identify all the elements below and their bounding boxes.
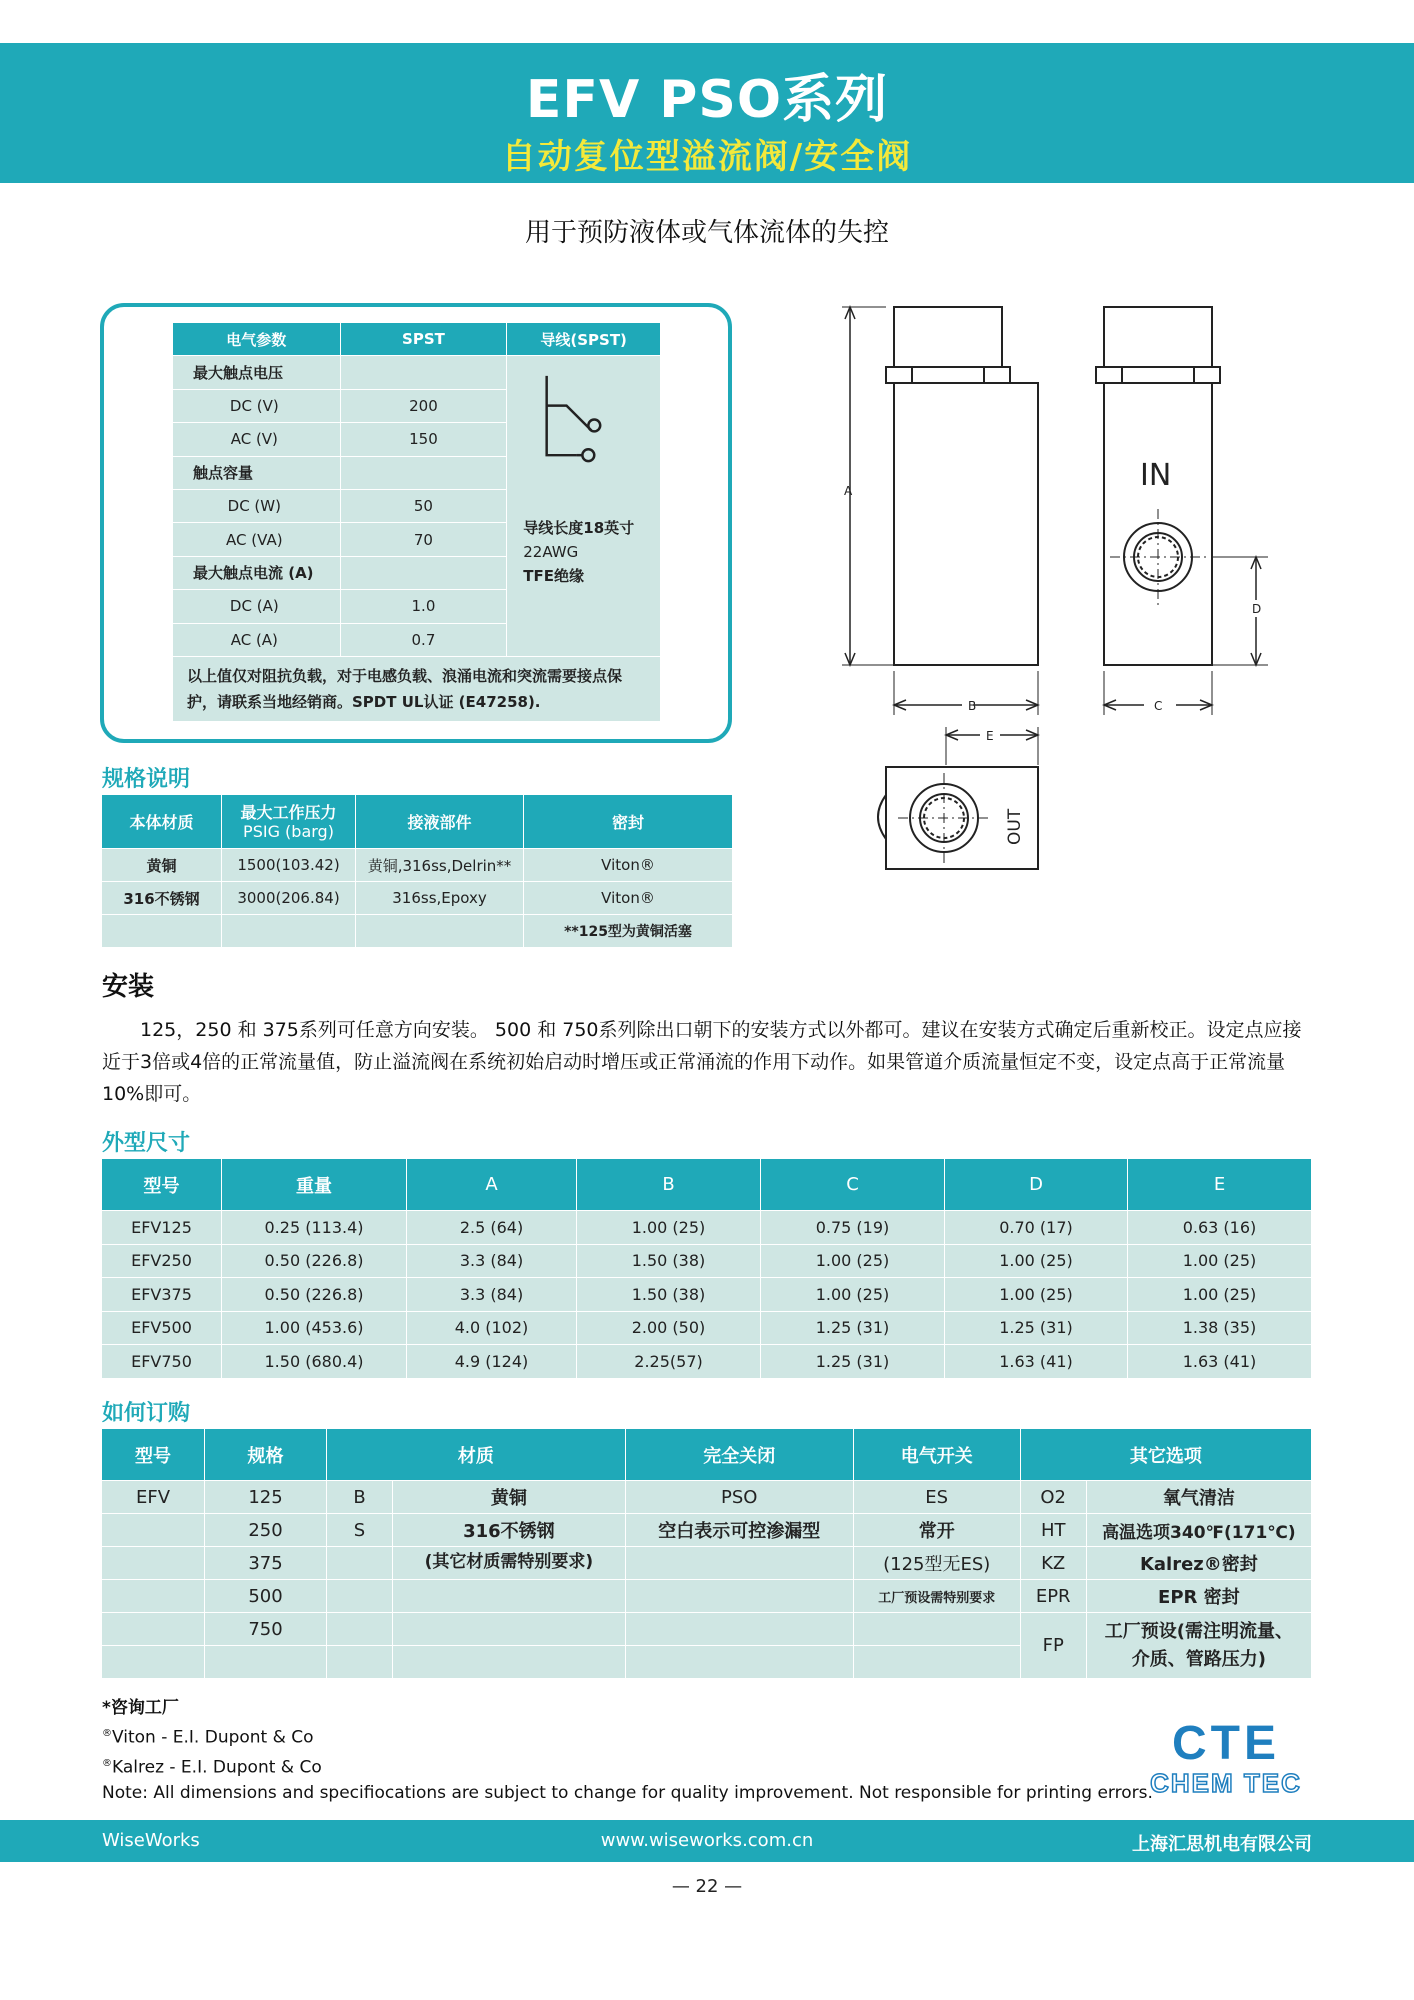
dims-cell: 1.50 (38) (577, 1244, 761, 1278)
table-row (173, 656, 661, 721)
footer-brand: WiseWorks (102, 1830, 200, 1851)
order-cell (625, 1646, 853, 1679)
dims-table (101, 1158, 1312, 1379)
dims-header-cell: E (1128, 1159, 1312, 1211)
logo-sub: CHEM TEC (1150, 1768, 1302, 1798)
dims-cell: 0.50 (226.8) (222, 1278, 407, 1312)
electrical-header-cell: SPST (340, 323, 507, 356)
dims-cell: 0.50 (226.8) (222, 1244, 407, 1278)
spec-cell: 黄铜,316ss,Delrin** (356, 849, 524, 882)
order-cell: 工厂预设需特别要求 (853, 1580, 1020, 1613)
order-header-cell: 材质 (327, 1429, 626, 1481)
footer-url[interactable]: www.wiseworks.com.cn (600, 1830, 814, 1851)
page-number: — 22 — (671, 1876, 743, 1897)
wire-length: 导线长度18英寸 (523, 519, 635, 538)
dim-label-b: B (968, 699, 977, 713)
dims-cell: 1.00 (25) (577, 1211, 761, 1245)
pressure-unit: PSIG (barg) (243, 821, 334, 841)
dims-cell: 1.00 (25) (945, 1244, 1128, 1278)
param-value: 70 (340, 523, 507, 556)
wire-gauge: 22AWG (523, 543, 579, 562)
order-cell (102, 1613, 205, 1646)
table-row (102, 1547, 1312, 1580)
dims-cell: 4.9 (124) (407, 1345, 577, 1379)
logo-main: CTE (1172, 1717, 1280, 1770)
disclaimer-note: Note: All dimensions and specifiocations are subject to change for quality improvement. Not responsible for printing errors. (102, 1783, 1153, 1804)
order-cell: 500 (205, 1580, 327, 1613)
param-label: AC (A) (173, 623, 341, 656)
spec-section-title: 规格说明 (102, 767, 191, 792)
order-cell: (125型无ES) (853, 1547, 1020, 1580)
param-label: AC (V) (173, 423, 341, 456)
order-cell (393, 1613, 626, 1646)
order-cell: 375 (205, 1547, 327, 1580)
cte-logo (1138, 1717, 1314, 1804)
switch-symbol-icon (507, 356, 660, 656)
lead-text: 用于预防液体或气体流体的失控 (524, 218, 889, 248)
order-cell (625, 1580, 853, 1613)
spec-cell (102, 915, 222, 948)
dim-label-d: D (1252, 602, 1262, 616)
param-label: DC (A) (173, 590, 341, 623)
dims-cell: 0.25 (113.4) (222, 1211, 407, 1245)
electrical-header-cell: 电气参数 (173, 323, 341, 356)
order-header-cell: 电气开关 (853, 1429, 1020, 1481)
order-cell: 常开 (853, 1514, 1020, 1547)
dims-cell: EFV500 (102, 1311, 222, 1345)
spec-cell (222, 915, 356, 948)
dims-cell: 0.70 (17) (945, 1211, 1128, 1245)
dims-cell: 1.50 (680.4) (222, 1345, 407, 1379)
order-cell (625, 1613, 853, 1646)
wire-spec (523, 516, 634, 588)
dims-cell: 3.3 (84) (407, 1244, 577, 1278)
order-cell: S (327, 1514, 393, 1547)
order-header-cell: 完全关闭 (625, 1429, 853, 1481)
order-cell: 125 (205, 1481, 327, 1514)
dims-cell: 1.25 (31) (945, 1311, 1128, 1345)
dims-cell: 3.3 (84) (407, 1278, 577, 1312)
order-cell (327, 1646, 393, 1679)
dims-cell: 1.63 (41) (1128, 1345, 1312, 1379)
table-row (102, 1613, 1312, 1646)
dims-cell: 0.63 (16) (1128, 1211, 1312, 1245)
order-cell: EPR 密封 (1086, 1580, 1311, 1613)
param-label: AC (VA) (173, 523, 341, 556)
table-row (173, 356, 661, 389)
spec-table (101, 794, 733, 948)
order-header-cell: 其它选项 (1020, 1429, 1311, 1481)
page-subtitle: 自动复位型溢流阀/安全阀 (501, 137, 913, 177)
dims-cell: 1.00 (25) (1128, 1244, 1312, 1278)
table-row (102, 915, 733, 948)
spec-cell: 黄铜 (102, 849, 222, 882)
order-cell: 250 (205, 1514, 327, 1547)
outlet-label: OUT (1005, 808, 1025, 845)
spec-cell: Viton® (524, 849, 733, 882)
table-row (102, 1514, 1312, 1547)
order-cell: ES (853, 1481, 1020, 1514)
electrical-header-row (173, 323, 661, 356)
dims-cell: 4.0 (102) (407, 1311, 577, 1345)
dims-cell: EFV125 (102, 1211, 222, 1245)
dims-header-cell: A (407, 1159, 577, 1211)
spec-header-cell: 本体材质 (102, 795, 222, 849)
dims-header-row (102, 1159, 1312, 1211)
order-cell: (其它材质需特别要求) (393, 1547, 626, 1580)
electrical-header-cell: 导线(SPST) (507, 323, 661, 356)
footnotes (102, 1695, 1153, 1806)
dims-cell: EFV250 (102, 1244, 222, 1278)
param-label: DC (V) (173, 389, 341, 422)
order-cell: 750 (205, 1613, 327, 1646)
electrical-note: 以上值仅对阻抗负载，对于电感负载、浪涌电流和突流需要接点保护，请联系当地经销商。SPDT UL认证 (E47258). (173, 656, 661, 721)
order-cell (327, 1580, 393, 1613)
spec-header-row (102, 795, 733, 849)
dims-cell: 2.5 (64) (407, 1211, 577, 1245)
order-cell: EPR (1020, 1580, 1086, 1613)
order-cell: 氧气清洁 (1086, 1481, 1311, 1514)
order-cell (102, 1547, 205, 1580)
consult-note: *咨询工厂 (102, 1698, 179, 1718)
wire-insulation: TFE绝缘 (523, 567, 584, 586)
order-cell: HT (1020, 1514, 1086, 1547)
dim-label-a: A (844, 484, 853, 498)
order-cell (393, 1646, 626, 1679)
install-section-title: 安装 (102, 972, 155, 1002)
order-cell: Kalrez®密封 (1086, 1547, 1311, 1580)
order-cell (205, 1646, 327, 1679)
order-section-title: 如何订购 (102, 1401, 191, 1426)
dims-cell: 1.25 (31) (761, 1345, 945, 1379)
dims-cell: 0.75 (19) (761, 1211, 945, 1245)
dims-cell: 1.63 (41) (945, 1345, 1128, 1379)
table-row (102, 1211, 1312, 1245)
order-cell (102, 1646, 205, 1679)
spec-cell: 316ss,Epoxy (356, 882, 524, 915)
param-label: 最大触点电流 (A) (173, 556, 341, 589)
spec-header-cell: 密封 (524, 795, 733, 849)
table-row (102, 1244, 1312, 1278)
dims-header-cell: 重量 (222, 1159, 407, 1211)
viton-text: Viton - E.I. Dupont & Co (112, 1727, 314, 1748)
order-cell: PSO (625, 1481, 853, 1514)
page-title: EFV PSO系列 (525, 70, 889, 130)
order-cell: KZ (1020, 1547, 1086, 1580)
order-header-cell: 型号 (102, 1429, 205, 1481)
wire-cell (507, 356, 661, 657)
order-cell (625, 1547, 853, 1580)
inlet-label: IN (1140, 458, 1172, 493)
param-label: DC (W) (173, 489, 341, 522)
dims-cell: 1.00 (25) (945, 1278, 1128, 1312)
order-cell: O2 (1020, 1481, 1086, 1514)
table-row (102, 1311, 1312, 1345)
param-value (340, 456, 507, 489)
table-row (102, 882, 733, 915)
param-label: 触点容量 (173, 456, 341, 489)
dims-header-cell: C (761, 1159, 945, 1211)
dims-cell: 1.50 (38) (577, 1278, 761, 1312)
install-text: 125，250 和 375系列可任意方向安装。 500 和 750系列除出口朝下的安装方式以外都可。建议在安装方式确定后重新校正。设定点应接近于3倍或4倍的正常流量值，防止溢流阀在系统初始启动时增压或正常涌流的作用下动作。如果管道介质流量恒定不变，设定点高于正常流量10%即可。 (102, 1019, 1302, 1105)
spec-footnote: **125型为黄铜活塞 (524, 915, 733, 948)
param-value: 0.7 (340, 623, 507, 656)
param-value (340, 356, 507, 389)
dims-cell: 1.38 (35) (1128, 1311, 1312, 1345)
dims-header-cell: D (945, 1159, 1128, 1211)
param-value: 200 (340, 389, 507, 422)
order-cell: 高温选项340℉(171℃) (1086, 1514, 1311, 1547)
order-cell (393, 1580, 626, 1613)
order-cell (1086, 1613, 1311, 1679)
param-value: 150 (340, 423, 507, 456)
dims-cell: 1.00 (453.6) (222, 1311, 407, 1345)
order-header-row (102, 1429, 1312, 1481)
spec-cell: 316不锈钢 (102, 882, 222, 915)
order-header-cell: 规格 (205, 1429, 327, 1481)
order-table (101, 1428, 1312, 1679)
order-cell (327, 1547, 393, 1580)
option-desc-line: 介质、管路压力) (1131, 1648, 1266, 1670)
table-row (102, 1345, 1312, 1379)
order-cell (102, 1580, 205, 1613)
dims-header-cell: B (577, 1159, 761, 1211)
table-row (102, 849, 733, 882)
param-value: 50 (340, 489, 507, 522)
kalrez-text: Kalrez - E.I. Dupont & Co (112, 1757, 322, 1778)
spec-cell: Viton® (524, 882, 733, 915)
param-label: 最大触点电压 (173, 356, 341, 389)
spec-cell: 1500(103.42) (222, 849, 356, 882)
order-cell: 空白表示可控渗漏型 (625, 1514, 853, 1547)
dims-cell: 1.00 (25) (1128, 1278, 1312, 1312)
order-cell: 316不锈钢 (393, 1514, 626, 1547)
kalrez-note: ®Kalrez - E.I. Dupont & Co (102, 1757, 322, 1778)
footer-company: 上海汇思机电有限公司 (1132, 1834, 1312, 1855)
viton-note: ®Viton - E.I. Dupont & Co (102, 1727, 314, 1748)
option-desc-line: 工厂预设(需注明流量、 (1104, 1620, 1293, 1642)
pressure-header: 最大工作压力 (240, 802, 337, 822)
dims-section-title: 外型尺寸 (102, 1131, 191, 1156)
order-cell: FP (1020, 1613, 1086, 1679)
order-cell (853, 1613, 1020, 1646)
dims-header-cell: 型号 (102, 1159, 222, 1211)
order-cell (853, 1646, 1020, 1679)
dim-label-c: C (1154, 699, 1163, 713)
order-cell (102, 1514, 205, 1547)
spec-cell: 3000(206.84) (222, 882, 356, 915)
order-cell: B (327, 1481, 393, 1514)
dims-cell: 2.00 (50) (577, 1311, 761, 1345)
param-value: 1.0 (340, 590, 507, 623)
param-value (340, 556, 507, 589)
dims-cell: EFV375 (102, 1278, 222, 1312)
dim-label-e: E (986, 729, 994, 743)
dims-cell: EFV750 (102, 1345, 222, 1379)
dims-cell: 2.25(57) (577, 1345, 761, 1379)
spec-cell (356, 915, 524, 948)
spec-header-cell: 接液部件 (356, 795, 524, 849)
dims-cell: 1.00 (25) (761, 1244, 945, 1278)
order-cell (327, 1613, 393, 1646)
dimension-diagram (820, 295, 1290, 905)
page-header (0, 43, 1414, 183)
table-row (102, 1278, 1312, 1312)
dims-cell: 1.25 (31) (761, 1311, 945, 1345)
dims-cell: 1.00 (25) (761, 1278, 945, 1312)
spec-header-cell (222, 795, 356, 849)
table-row (102, 1481, 1312, 1514)
order-cell: EFV (102, 1481, 205, 1514)
order-cell: 黄铜 (393, 1481, 626, 1514)
table-row (102, 1580, 1312, 1613)
electrical-table (172, 322, 661, 722)
footer-bar (0, 1820, 1414, 1862)
